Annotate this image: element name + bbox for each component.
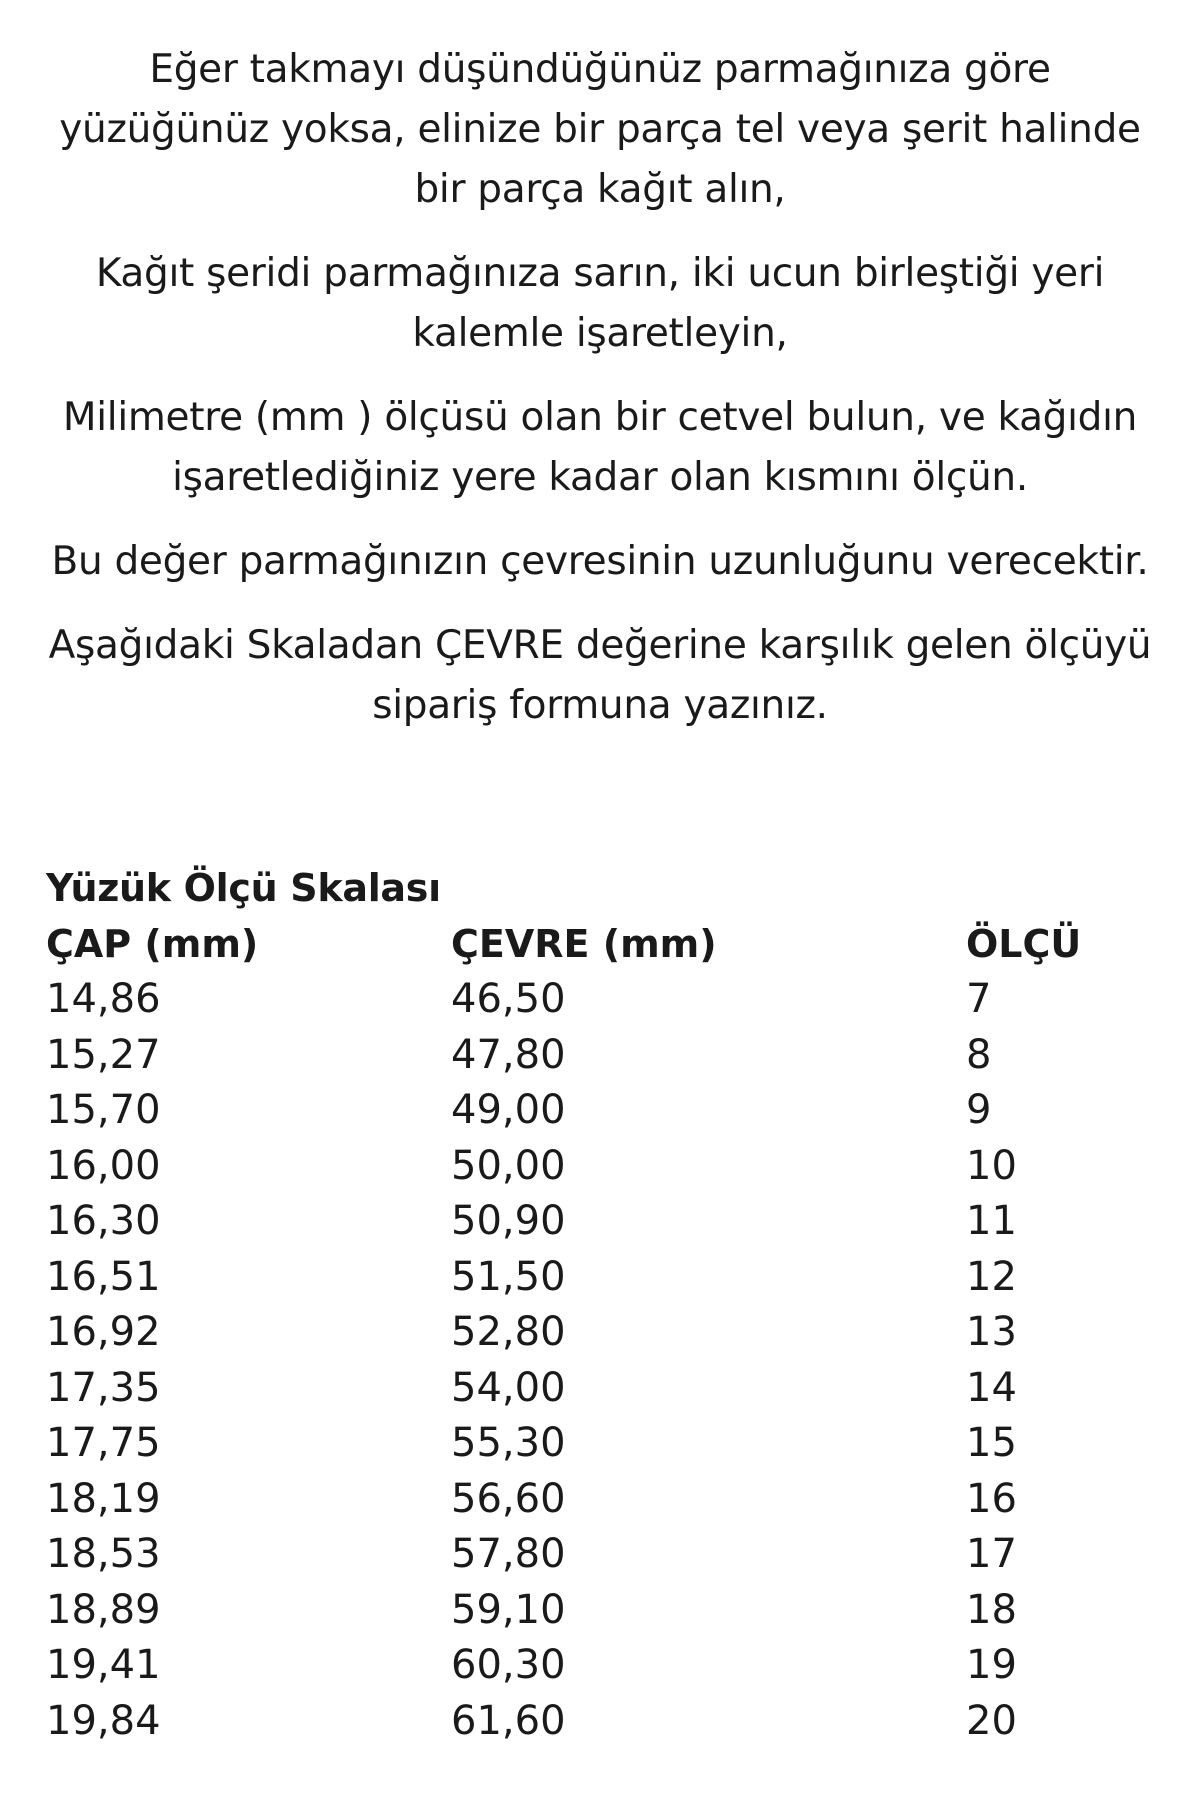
cell-cap: 19,84 (46, 1697, 161, 1744)
table-row (46, 1416, 1156, 1472)
cell-cevre: 55,30 (451, 1420, 566, 1467)
instruction-line: kalemle işaretleyin, (412, 311, 788, 356)
cell-olcu: 15 (966, 1420, 1017, 1467)
cell-olcu: 8 (966, 1031, 992, 1078)
cell-olcu: 19 (966, 1642, 1017, 1689)
cell-cap: 15,27 (46, 1031, 161, 1078)
table-row (46, 1638, 1156, 1694)
table-row (46, 1471, 1156, 1527)
instruction-line: işaretlediğiniz yere kadar olan kısmını ölçün. (172, 455, 1028, 500)
instruction-paragraph-3 (40, 388, 1160, 508)
table-row (46, 1083, 1156, 1139)
cell-cevre: 50,00 (451, 1142, 566, 1189)
cell-cap: 18,89 (46, 1586, 161, 1633)
cell-olcu: 17 (966, 1531, 1017, 1578)
cell-cap: 16,30 (46, 1198, 161, 1245)
table-row (46, 1249, 1156, 1305)
table-row (46, 972, 1156, 1028)
cell-cevre: 60,30 (451, 1642, 566, 1689)
cell-cevre: 51,50 (451, 1253, 566, 1300)
table-body (46, 972, 1156, 1749)
table-title: Yüzük Ölçü Skalası (46, 866, 441, 910)
instruction-line: Eğer takmayı düşündüğünüz parmağınıza göre (149, 47, 1051, 92)
cell-cap: 16,00 (46, 1142, 161, 1189)
instruction-line: Aşağıdaki Skaladan ÇEVRE değerine karşılık gelen ölçüyü (48, 623, 1152, 668)
cell-cevre: 52,80 (451, 1309, 566, 1356)
cell-cevre: 46,50 (451, 976, 566, 1023)
cell-olcu: 20 (966, 1697, 1017, 1744)
table-row (46, 1527, 1156, 1583)
instruction-paragraph-2 (40, 244, 1160, 364)
cell-olcu: 13 (966, 1309, 1017, 1356)
cell-olcu: 16 (966, 1475, 1017, 1522)
instructions (40, 40, 1160, 760)
instruction-paragraph-4 (40, 532, 1160, 592)
cell-olcu: 11 (966, 1198, 1017, 1245)
cell-cap: 18,53 (46, 1531, 161, 1578)
ring-size-table (46, 860, 1156, 1749)
cell-cap: 17,35 (46, 1364, 161, 1411)
header-olcu: ÖLÇÜ (966, 921, 1082, 966)
header-cevre: ÇEVRE (mm) (451, 921, 717, 966)
instruction-line: sipariş formuna yazınız. (372, 683, 828, 728)
cell-cevre: 54,00 (451, 1364, 566, 1411)
cell-olcu: 7 (966, 976, 992, 1023)
cell-cevre: 47,80 (451, 1031, 566, 1078)
instruction-line: Milimetre (mm ) ölçüsü olan bir cetvel bulun, ve kağıdın (62, 395, 1138, 440)
instruction-line: bir parça kağıt alın, (414, 167, 786, 212)
table-row (46, 1305, 1156, 1361)
cell-cevre: 57,80 (451, 1531, 566, 1578)
instruction-paragraph-1 (40, 40, 1160, 220)
cell-olcu: 9 (966, 1087, 992, 1134)
cell-cap: 15,70 (46, 1087, 161, 1134)
header-cap: ÇAP (mm) (46, 921, 259, 966)
cell-cevre: 56,60 (451, 1475, 566, 1522)
cell-cap: 18,19 (46, 1475, 161, 1522)
table-row (46, 1194, 1156, 1250)
table-header-row (46, 916, 1156, 972)
cell-cap: 14,86 (46, 976, 161, 1023)
cell-cevre: 59,10 (451, 1586, 566, 1633)
table-row (46, 1138, 1156, 1194)
cell-cap: 16,51 (46, 1253, 161, 1300)
instruction-line: Kağıt şeridi parmağınıza sarın, iki ucun birleştiği yeri (95, 251, 1105, 296)
cell-cap: 17,75 (46, 1420, 161, 1467)
table-row (46, 1360, 1156, 1416)
instruction-line: Bu değer parmağınızın çevresinin uzunluğunu verecektir. (51, 539, 1149, 584)
table-row (46, 1027, 1156, 1083)
cell-cap: 16,92 (46, 1309, 161, 1356)
cell-olcu: 14 (966, 1364, 1017, 1411)
instruction-paragraph-5 (40, 616, 1160, 736)
cell-olcu: 18 (966, 1586, 1017, 1633)
instruction-line: yüzüğünüz yoksa, elinize bir parça tel veya şerit halinde (59, 107, 1141, 152)
cell-olcu: 12 (966, 1253, 1017, 1300)
table-row (46, 1693, 1156, 1749)
cell-cevre: 61,60 (451, 1697, 566, 1744)
cell-cevre: 49,00 (451, 1087, 566, 1134)
cell-cevre: 50,90 (451, 1198, 566, 1245)
cell-cap: 19,41 (46, 1642, 161, 1689)
table-row (46, 1582, 1156, 1638)
cell-olcu: 10 (966, 1142, 1017, 1189)
